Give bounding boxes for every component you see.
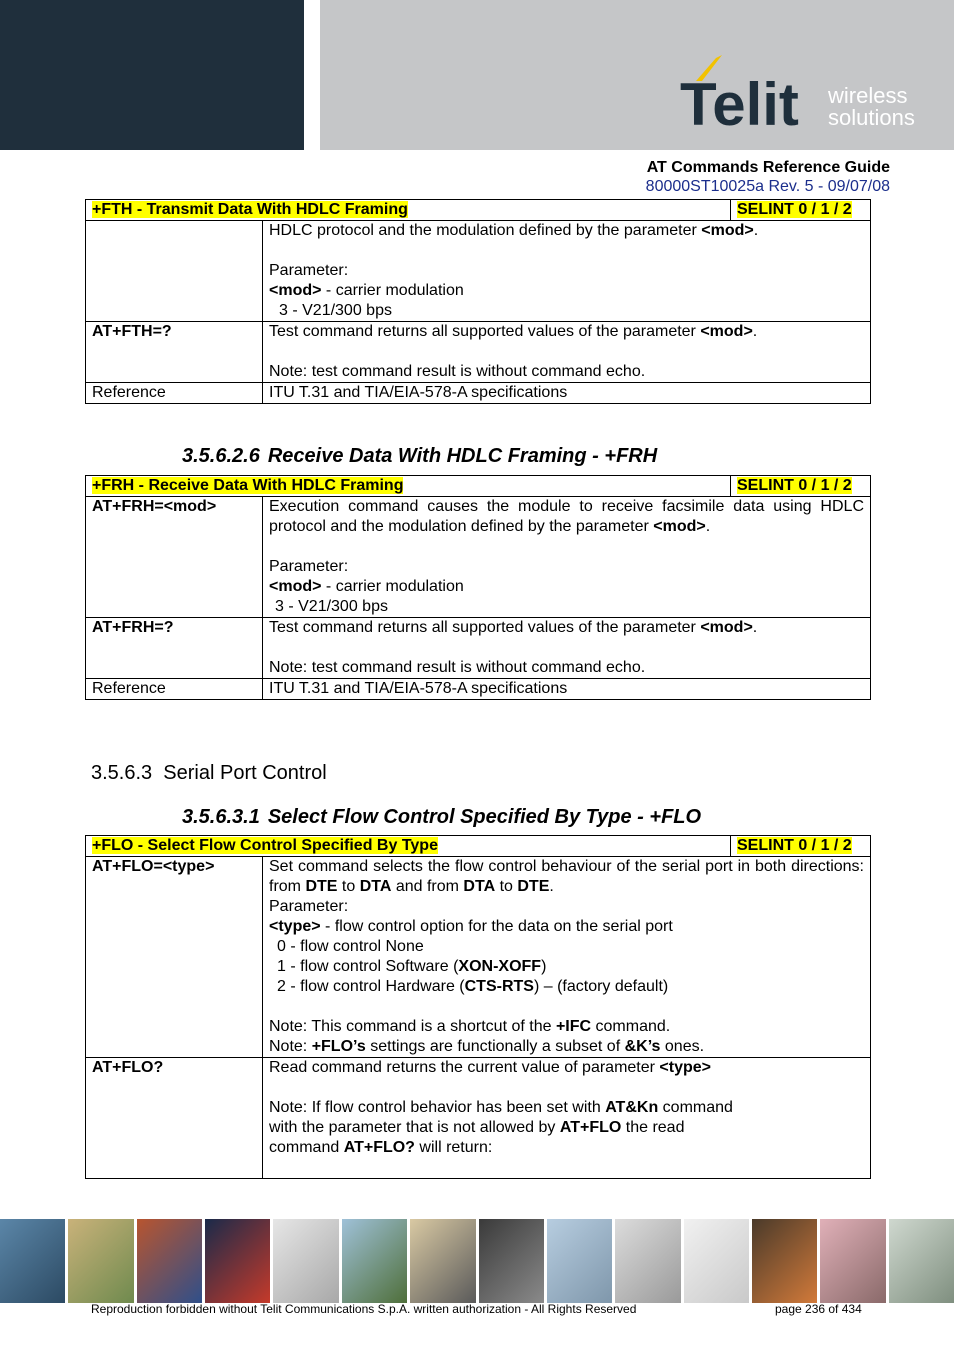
flo-title: +FLO - Select Flow Control Specified By Type (92, 837, 438, 854)
photo-display (205, 1219, 270, 1303)
flo-selint-cell (731, 836, 871, 857)
photo-people (752, 1219, 817, 1303)
svg-text:wireless: wireless (828, 83, 908, 108)
flo-set-desc: Set command selects the flow control behaviour of the serial port in both directions: from DTE to DTA and from DTA to DTE. Parameter: <type> - flow control option for the data on the serial port 0 - flow control None 1 - flow control Software (XON-XOFF) 2 - flow control Hardware (CTS-RTS) – (factory default) Note: This command is a shortcut of the +IFC command. Note: +FLO’s settings are functionally a subset of &K’s ones. (263, 857, 871, 1058)
fth-table (85, 199, 871, 404)
frh-selint-cell (731, 476, 871, 497)
fth-selint-cell (731, 200, 871, 221)
frh-exec-desc: Execution command causes the module to receive facsimile data using HDLC protocol and the modulation defined by the parameter <mod>. Parameter: <mod> - carrier modulation 3 - V21/300 bps (263, 497, 871, 618)
frh-reference-text: ITU T.31 and TIA/EIA-578-A specifications (263, 679, 871, 700)
footer-photo-strip (0, 1219, 954, 1303)
photo-field (68, 1219, 133, 1303)
frh-selint: SELINT 0 / 1 / 2 (737, 477, 852, 494)
flo-read-cmd: AT+FLO? (86, 1058, 263, 1179)
fth-test-desc: Test command returns all supported values of the parameter <mod>. Note: test command result is without command echo. (263, 322, 871, 383)
footer-page-number: page 236 of 434 (775, 1302, 862, 1316)
photo-vending (479, 1219, 544, 1303)
telit-logo (680, 55, 930, 135)
flo-set-cmd: AT+FLO=<type> (86, 857, 263, 1058)
section-heading-flo: 3.5.6.3.1 Select Flow Control Specified By Type - +FLO (182, 806, 702, 828)
section-heading-frh: 3.5.6.2.6 Receive Data With HDLC Framing - +FRH (182, 445, 658, 467)
fth-desc-cell: HDLC protocol and the modulation defined by the parameter <mod>. Parameter: <mod> - carrier modulation 3 - V21/300 bps (263, 221, 871, 322)
photo-wind-turbines (547, 1219, 612, 1303)
frh-table (85, 475, 871, 700)
photo-chart (684, 1219, 749, 1303)
flo-read-desc: Read command returns the current value of parameter <type> Note: If flow control behavior has been set with AT&Kn command with the parameter that is not allowed by AT+FLO the read command AT+FLO? will return: (263, 1058, 871, 1179)
doc-title: AT Commands Reference Guide (646, 159, 890, 176)
frh-exec-cmd: AT+FRH=<mod> (86, 497, 263, 618)
fth-reference-label: Reference (86, 383, 263, 404)
flo-table (85, 835, 871, 1179)
fth-reference-text: ITU T.31 and TIA/EIA-578-A specifications (263, 383, 871, 404)
photo-keyboard (273, 1219, 338, 1303)
photo-card-reader (410, 1219, 475, 1303)
fth-title-cell (86, 200, 731, 221)
photo-camera (889, 1219, 954, 1303)
frh-title: +FRH - Receive Data With HDLC Framing (92, 477, 404, 494)
footer-rights: Reproduction forbidden without Telit Communications S.p.A. written authorization - All Rights Reserved (91, 1302, 637, 1316)
fth-test-cmd: AT+FTH=? (86, 322, 263, 383)
svg-text:solutions: solutions (828, 105, 915, 130)
photo-meter (615, 1219, 680, 1303)
frh-title-cell (86, 476, 731, 497)
frh-test-cmd: AT+FRH=? (86, 618, 263, 679)
frh-test-desc: Test command returns all supported values of the parameter <mod>. Note: test command result is without command echo. (263, 618, 871, 679)
flo-title-cell (86, 836, 731, 857)
photo-containers (137, 1219, 202, 1303)
photo-road (0, 1219, 65, 1303)
flo-selint: SELINT 0 / 1 / 2 (737, 837, 852, 854)
doc-revision: 80000ST10025a Rev. 5 - 09/07/08 (645, 178, 890, 195)
header-dark-panel (0, 0, 304, 150)
section-heading-serial: 3.5.6.3 Serial Port Control (91, 762, 327, 784)
photo-shelves (820, 1219, 885, 1303)
photo-cyclist (342, 1219, 407, 1303)
fth-cmd-cell-empty (86, 221, 263, 322)
svg-text:Telit: Telit (680, 71, 799, 135)
fth-selint: SELINT 0 / 1 / 2 (737, 201, 852, 218)
frh-reference-label: Reference (86, 679, 263, 700)
fth-title: +FTH - Transmit Data With HDLC Framing (92, 201, 408, 218)
